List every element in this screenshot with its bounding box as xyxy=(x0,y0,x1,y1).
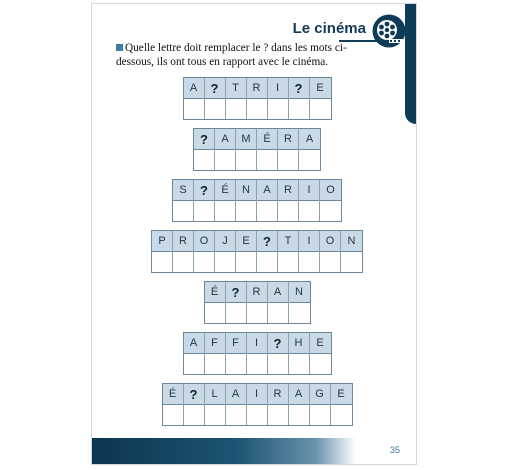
letter-text: O xyxy=(194,231,214,252)
letter-cell xyxy=(163,384,184,425)
answer-box[interactable] xyxy=(278,252,298,272)
letter-cell xyxy=(236,129,257,170)
letter-text: R xyxy=(278,129,298,150)
letter-text: F xyxy=(205,333,225,354)
letter-cell xyxy=(268,282,289,323)
letter-text: É xyxy=(215,180,235,201)
letter-cell xyxy=(226,384,247,425)
letter-cell xyxy=(194,180,215,221)
answer-box[interactable] xyxy=(320,201,341,221)
footer-band xyxy=(92,438,356,464)
answer-box[interactable] xyxy=(257,252,277,272)
word-row-7 xyxy=(162,383,353,426)
letter-cell xyxy=(331,384,352,425)
answer-box[interactable] xyxy=(310,99,331,119)
answer-box[interactable] xyxy=(236,201,256,221)
letter-cell xyxy=(341,231,362,272)
letter-cell xyxy=(278,231,299,272)
answer-box[interactable] xyxy=(184,99,204,119)
answer-box[interactable] xyxy=(247,303,267,323)
answer-box[interactable] xyxy=(278,201,298,221)
letter-text: S xyxy=(173,180,193,201)
letter-cell xyxy=(226,282,247,323)
answer-box[interactable] xyxy=(184,354,204,374)
answer-box[interactable] xyxy=(226,405,246,425)
answer-box[interactable] xyxy=(247,405,267,425)
letter-cell xyxy=(184,384,205,425)
letter-text: R xyxy=(247,78,267,99)
letter-text: E xyxy=(331,384,352,405)
letter-text: R xyxy=(278,180,298,201)
letter-cell xyxy=(173,231,194,272)
word-row-4 xyxy=(151,230,363,273)
letter-cell xyxy=(299,180,320,221)
letter-cell xyxy=(289,333,310,374)
letter-text: N xyxy=(341,231,362,252)
letter-cell xyxy=(310,78,331,119)
letter-text: E xyxy=(310,333,331,354)
letter-cell xyxy=(320,180,341,221)
letter-cell xyxy=(236,231,257,272)
letter-text: I xyxy=(247,384,267,405)
letter-cell xyxy=(268,333,289,374)
answer-box[interactable] xyxy=(163,405,183,425)
letter-text: O xyxy=(320,180,341,201)
word-row-2 xyxy=(193,128,321,171)
answer-box[interactable] xyxy=(173,201,193,221)
letter-cell xyxy=(247,282,268,323)
letter-text: I xyxy=(299,231,319,252)
missing-letter: ? xyxy=(226,282,246,303)
letter-text: J xyxy=(215,231,235,252)
letter-text: A xyxy=(268,282,288,303)
letter-cell xyxy=(299,129,320,170)
answer-box[interactable] xyxy=(236,150,256,170)
letter-text: R xyxy=(268,384,288,405)
letter-cell xyxy=(226,333,247,374)
answer-box[interactable] xyxy=(257,201,277,221)
letter-cell xyxy=(299,231,320,272)
missing-letter: ? xyxy=(184,384,204,405)
letter-cell xyxy=(268,78,289,119)
letter-cell xyxy=(173,180,194,221)
letter-text: R xyxy=(173,231,193,252)
answer-box[interactable] xyxy=(205,99,225,119)
answer-box[interactable] xyxy=(268,354,288,374)
letter-cell xyxy=(257,180,278,221)
letter-cell xyxy=(289,78,310,119)
answer-box[interactable] xyxy=(268,99,288,119)
letter-text: A xyxy=(215,129,235,150)
word-row-1 xyxy=(183,77,332,120)
letter-cell xyxy=(152,231,173,272)
letter-text: I xyxy=(247,333,267,354)
page-number: 35 xyxy=(389,445,400,455)
letter-cell xyxy=(257,231,278,272)
right-edge-band xyxy=(405,4,416,124)
letter-cell xyxy=(215,129,236,170)
letter-text: F xyxy=(226,333,246,354)
bullet-square-icon xyxy=(116,44,123,51)
answer-box[interactable] xyxy=(289,303,310,323)
missing-letter: ? xyxy=(268,333,288,354)
letter-text: E xyxy=(310,78,331,99)
answer-box[interactable] xyxy=(299,252,319,272)
letter-cell xyxy=(278,129,299,170)
letter-text: R xyxy=(247,282,267,303)
letter-cell xyxy=(289,282,310,323)
letter-cell xyxy=(268,384,289,425)
answer-box[interactable] xyxy=(215,252,235,272)
answer-box[interactable] xyxy=(247,354,267,374)
letter-cell xyxy=(247,78,268,119)
letter-cell xyxy=(215,180,236,221)
answer-box[interactable] xyxy=(194,150,214,170)
letter-text: É xyxy=(205,282,225,303)
answer-box[interactable] xyxy=(268,405,288,425)
answer-box[interactable] xyxy=(299,201,319,221)
letter-text: T xyxy=(226,78,246,99)
letter-cell xyxy=(215,231,236,272)
answer-box[interactable] xyxy=(194,252,214,272)
letter-cell xyxy=(320,231,341,272)
letter-text: N xyxy=(289,282,310,303)
workbook-page xyxy=(91,3,417,465)
letter-text: L xyxy=(205,384,225,405)
answer-box[interactable] xyxy=(194,201,214,221)
answer-box[interactable] xyxy=(278,150,298,170)
letter-cell xyxy=(194,231,215,272)
answer-box[interactable] xyxy=(268,303,288,323)
letter-cell xyxy=(310,333,331,374)
instruction-text: Quelle lettre doit remplacer le ? dans les mots ci-dessous, ils ont tous en rapport avec le cinéma. xyxy=(116,42,347,68)
answer-box[interactable] xyxy=(236,252,256,272)
answer-box[interactable] xyxy=(310,405,330,425)
letter-text: É xyxy=(257,129,277,150)
word-row-6 xyxy=(183,332,332,375)
letter-cell xyxy=(289,384,310,425)
letter-cell xyxy=(310,384,331,425)
answer-box[interactable] xyxy=(247,99,267,119)
letter-text: T xyxy=(278,231,298,252)
letter-text: E xyxy=(236,231,256,252)
missing-letter: ? xyxy=(194,129,214,150)
letter-cell xyxy=(194,129,215,170)
page-title: Le cinéma xyxy=(292,20,366,37)
answer-box[interactable] xyxy=(289,99,309,119)
letter-cell xyxy=(247,333,268,374)
letter-cell xyxy=(205,333,226,374)
letter-cell xyxy=(205,78,226,119)
letter-text: A xyxy=(184,333,204,354)
letter-text: G xyxy=(310,384,330,405)
letter-cell xyxy=(278,180,299,221)
word-row-5 xyxy=(204,281,311,324)
letter-text: O xyxy=(320,231,340,252)
missing-letter: ? xyxy=(257,231,277,252)
answer-box[interactable] xyxy=(184,405,204,425)
answer-box[interactable] xyxy=(331,405,352,425)
letter-text: A xyxy=(289,384,309,405)
answer-box[interactable] xyxy=(257,150,277,170)
letter-cell xyxy=(205,384,226,425)
letter-text: É xyxy=(163,384,183,405)
answer-box[interactable] xyxy=(299,150,320,170)
answer-box[interactable] xyxy=(226,303,246,323)
word-row-3 xyxy=(172,179,342,222)
letter-text: I xyxy=(299,180,319,201)
letter-text: A xyxy=(184,78,204,99)
missing-letter: ? xyxy=(194,180,214,201)
answer-box[interactable] xyxy=(205,405,225,425)
answer-box[interactable] xyxy=(226,99,246,119)
answer-box[interactable] xyxy=(320,252,340,272)
letter-cell xyxy=(184,333,205,374)
letter-text: N xyxy=(236,180,256,201)
missing-letter: ? xyxy=(289,78,309,99)
letter-text: P xyxy=(152,231,172,252)
missing-letter: ? xyxy=(205,78,225,99)
letter-text: I xyxy=(268,78,288,99)
answer-box[interactable] xyxy=(289,354,309,374)
letter-text: M xyxy=(236,129,256,150)
answer-box[interactable] xyxy=(215,201,235,221)
letter-cell xyxy=(184,78,205,119)
letter-text: A xyxy=(257,180,277,201)
letter-cell xyxy=(247,384,268,425)
letter-cell xyxy=(205,282,226,323)
answer-box[interactable] xyxy=(205,354,225,374)
answer-box[interactable] xyxy=(289,405,309,425)
letter-cell xyxy=(257,129,278,170)
answer-box[interactable] xyxy=(173,252,193,272)
answer-box[interactable] xyxy=(215,150,235,170)
letter-text: H xyxy=(289,333,309,354)
answer-box[interactable] xyxy=(341,252,362,272)
letter-text: A xyxy=(299,129,320,150)
answer-box[interactable] xyxy=(205,303,225,323)
letter-cell xyxy=(236,180,257,221)
letter-cell xyxy=(226,78,247,119)
answer-box[interactable] xyxy=(226,354,246,374)
answer-box[interactable] xyxy=(310,354,331,374)
answer-box[interactable] xyxy=(152,252,172,272)
letter-text: A xyxy=(226,384,246,405)
